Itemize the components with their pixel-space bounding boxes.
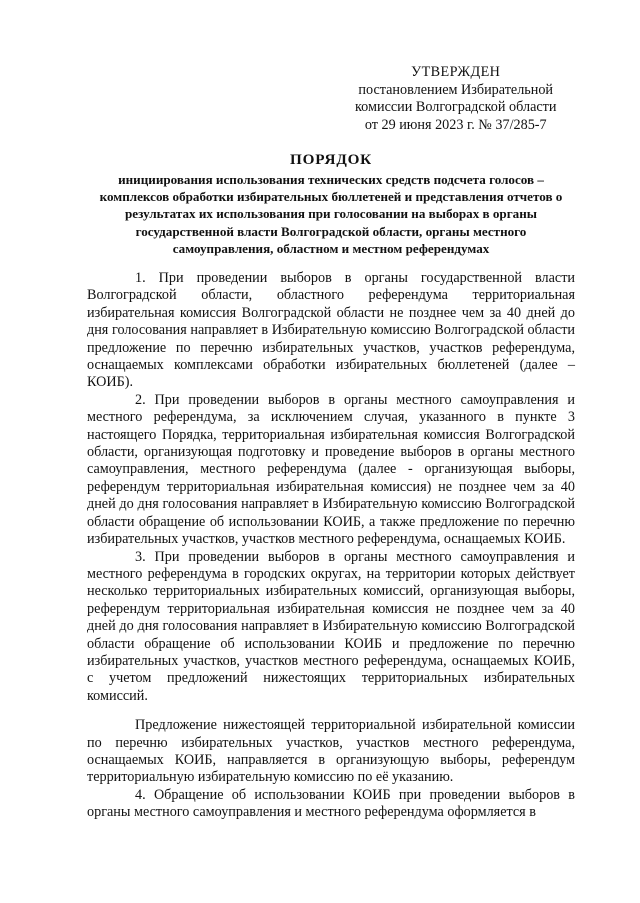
paragraph-3: 3. При проведении выборов в органы местного самоуправления и местного референдума в городских округах, на территории которых действует несколько территориальных избирательных комиссий, организующая выборы, референдум территориальная избирательная комиссия не позднее чем за 40 дней до дня голосования направляет в Избирательную комиссию Волгоградской области обращение об использовании КОИБ и предложение по перечню избирательных участков, участков местного референдума, оснащаемых КОИБ, с учетом предложений нижестоящих территориальных избирательных комиссий. (87, 548, 575, 704)
approval-line-1: постановлением Избирательной (358, 81, 554, 98)
approval-line-2: комиссии Волгоградской области (355, 99, 557, 116)
document-subtitle: инициирования использования технических средств подсчета голосов – комплексов обработки избирательных бюллетеней и представления отчетов о результатах их использования при голосовании на выборах в органы государственной власти Волгоградской области, органы местного самоуправления, областном и местном референдумах (99, 172, 563, 256)
approval-heading: УТВЕРЖДЕН (411, 64, 501, 80)
paragraph-3-note: Предложение нижестоящей территориальной избирательной комиссии по перечню избирательных участков, участков местного референдума, оснащаемых КОИБ, направляется в организующую выборы, референдум территориальную избирательную комиссию по её указанию. (87, 717, 575, 786)
paragraph-1: 1. При проведении выборов в органы государственной власти Волгоградской области, областного референдума территориальная избирательная комиссия Волгоградской области не позднее чем за 40 дней до дня голосования направляет в Избирательную комиссию Волгоградской области предложение по перечню избирательных участков, участков референдума, оснащаемых комплексами обработки избирательных бюллетеней (далее – КОИБ). (87, 270, 575, 391)
paragraph-4: 4. Обращение об использовании КОИБ при проведении выборов в органы местного самоуправления и местного референдума оформляется в (87, 786, 575, 821)
approval-line-3: от 29 июня 2023 г. № 37/285-7 (364, 116, 547, 133)
paragraph-2: 2. При проведении выборов в органы местного самоуправления и местного референдума, за исключением случая, указанного в пункте 3 настоящего Порядка, территориальная избирательная комиссия Волгоградской области, организующая подготовку и проведение выборов в органы местного самоуправления, местного референдума (далее - организующая выборы, референдум территориальная избирательная комиссия) не позднее чем за 40 дней до дня голосования направляет в Избирательную комиссию Волгоградской области обращение об использовании КОИБ, а также предложение по перечню избирательных участков, участков местного референдума, оснащаемых КОИБ. (87, 391, 575, 548)
approval-stamp (355, 64, 556, 134)
document-body (87, 270, 575, 822)
document-title: ПОРЯДОК (290, 151, 372, 168)
